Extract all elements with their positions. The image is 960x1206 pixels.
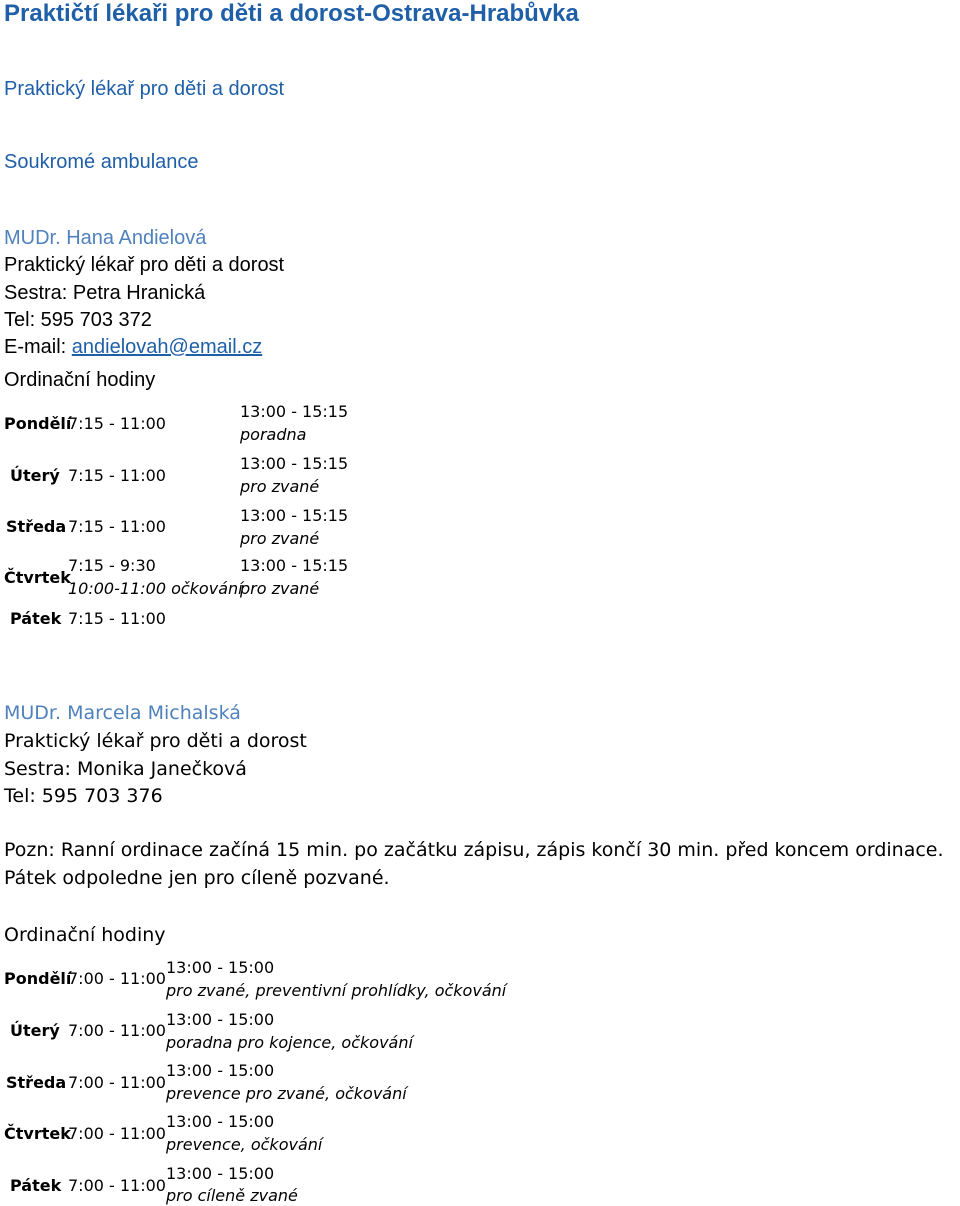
- afternoon-note: pro zvané: [240, 529, 320, 548]
- day-label: Čtvrtek: [4, 568, 71, 587]
- afternoon-hours: 13:00 - 15:00: [166, 1164, 275, 1183]
- email-link[interactable]: andielovah@email.cz: [71, 336, 263, 358]
- afternoon-note: prevence pro zvané, očkování: [166, 1084, 407, 1103]
- morning-hours: 7:15 - 11:00: [68, 609, 166, 628]
- afternoon-hours: 13:00 - 15:00: [166, 1112, 275, 1131]
- email-label: E-mail:: [4, 336, 72, 358]
- doctor-2-nurse: Sestra: Monika Janečková: [4, 758, 247, 780]
- day-label: Pátek: [10, 1176, 62, 1195]
- morning-hours: 7:00 - 11:00: [68, 1073, 166, 1092]
- afternoon-note: pro zvané: [240, 579, 320, 598]
- afternoon-hours: 13:00 - 15:00: [166, 958, 275, 977]
- day-label: Úterý: [10, 1021, 60, 1040]
- morning-hours: 7:15 - 9:30: [68, 556, 156, 575]
- page-subtitle: Praktický lékař pro děti a dorost: [4, 78, 285, 100]
- afternoon-note: prevence, očkování: [166, 1135, 323, 1154]
- doctor-2-phone: Tel: 595 703 376: [4, 785, 163, 807]
- doctor-1-nurse: Sestra: Petra Hranická: [4, 282, 206, 304]
- afternoon-hours: 13:00 - 15:15: [240, 402, 349, 421]
- day-label: Středa: [6, 1073, 67, 1092]
- day-label: Pondělí: [4, 969, 72, 988]
- afternoon-hours: 13:00 - 15:15: [240, 506, 349, 525]
- doctor-2-note: Pozn: Ranní ordinace začíná 15 min. po začátku zápisu, zápis končí 30 min. před koncem ordinace. Pátek odpoledne jen pro cíleně pozvané.: [4, 839, 944, 889]
- doctor-2-name: MUDr. Marcela Michalská: [4, 702, 241, 724]
- morning-hours: 7:15 - 11:00: [68, 414, 166, 433]
- section-heading: Soukromé ambulance: [4, 151, 199, 173]
- doctor-1-name: MUDr. Hana Andielová: [4, 227, 207, 249]
- afternoon-note: pro zvané, preventivní prohlídky, očkování: [166, 981, 507, 1000]
- afternoon-hours: 13:00 - 15:15: [240, 454, 349, 473]
- doctor-1-email-line: [4, 336, 262, 359]
- doctor-1-role: Praktický lékař pro děti a dorost: [4, 254, 285, 276]
- page-title: Praktičtí lékaři pro děti a dorost-Ostrava-Hrabůvka: [4, 0, 579, 27]
- doctor-2-role: Praktický lékař pro děti a dorost: [4, 730, 307, 752]
- afternoon-hours: 13:00 - 15:00: [166, 1061, 275, 1080]
- morning-hours: 7:15 - 11:00: [68, 517, 166, 536]
- day-label: Čtvrtek: [4, 1124, 71, 1143]
- doctor-1-hours-title: Ordinační hodiny: [4, 369, 156, 391]
- afternoon-note: pro zvané: [240, 477, 320, 496]
- afternoon-hours: 13:00 - 15:00: [166, 1010, 275, 1029]
- doctor-2-hours-title: Ordinační hodiny: [4, 924, 166, 946]
- day-label: Pátek: [10, 609, 62, 628]
- doctor-1-phone: Tel: 595 703 372: [4, 309, 152, 331]
- afternoon-note: pro cíleně zvané: [166, 1186, 298, 1205]
- day-label: Úterý: [10, 466, 60, 485]
- morning-hours: 7:00 - 11:00: [68, 1124, 166, 1143]
- afternoon-hours: 13:00 - 15:15: [240, 556, 349, 575]
- morning-hours: 7:00 - 11:00: [68, 969, 166, 988]
- day-label: Středa: [6, 517, 67, 536]
- morning-hours: 7:00 - 11:00: [68, 1176, 166, 1195]
- morning-hours: 7:15 - 11:00: [68, 466, 166, 485]
- day-label: Pondělí: [4, 414, 72, 433]
- afternoon-note: poradna: [240, 425, 307, 444]
- afternoon-note: poradna pro kojence, očkování: [166, 1033, 413, 1052]
- morning-hours: 7:00 - 11:00: [68, 1021, 166, 1040]
- morning-note: 10:00-11:00 očkování: [68, 579, 243, 598]
